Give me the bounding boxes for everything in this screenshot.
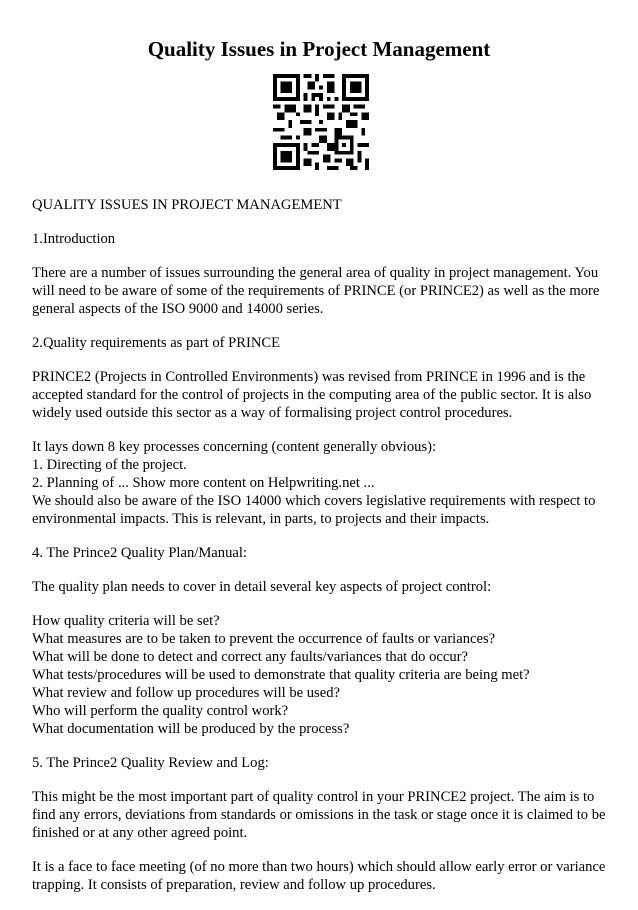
question-item: What will be done to detect and correct any faults/variances that do occur?	[32, 649, 469, 665]
review-line: This might be the most important part of quality control in your PRINCE2 project. The aim is to	[32, 789, 595, 805]
intro-paragraph	[32, 264, 610, 318]
questions-list	[32, 612, 610, 738]
quality-plan-intro: The quality plan needs to cover in detail several key aspects of project control:	[32, 579, 492, 595]
document-title: Quality Issues in Project Management	[147, 37, 491, 61]
prince2-line: PRINCE2 (Projects in Controlled Environments) was revised from PRINCE in 1996 and is the	[32, 369, 586, 385]
prince2-paragraph	[32, 368, 610, 422]
processes-line: environmental impacts. This is relevant, in parts, to projects and their impacts.	[32, 511, 490, 527]
question-item: What tests/procedures will be used to demonstrate that quality criteria are being met?	[32, 667, 530, 683]
intro-line: There are a number of issues surrounding the general area of quality in project management. You	[32, 265, 599, 281]
question-item: What measures are to be taken to prevent the occurrence of faults or variances?	[32, 631, 496, 647]
processes-line: 2. Planning of ... Show more content on Helpwriting.net ...	[32, 475, 375, 491]
prince2-line: widely used outside this sector as a way of formalising project control procedures.	[32, 405, 513, 421]
quality-review-heading: 5. The Prince2 Quality Review and Log:	[32, 755, 269, 771]
review-line: find any errors, deviations from standards or omissions in the task or stage once it is claimed to be	[32, 807, 606, 823]
question-item: How quality criteria will be set?	[32, 613, 220, 629]
quality-requirements-heading: 2.Quality requirements as part of PRINCE	[32, 335, 281, 351]
document-heading: QUALITY ISSUES IN PROJECT MANAGEMENT	[32, 197, 342, 213]
question-item: What documentation will be produced by the process?	[32, 721, 350, 737]
processes-line: We should also be aware of the ISO 14000 which covers legislative requirements with respect to	[32, 493, 596, 509]
quality-plan-heading: 4. The Prince2 Quality Plan/Manual:	[32, 545, 247, 561]
intro-heading: 1.Introduction	[32, 231, 116, 247]
document-body	[32, 196, 610, 910]
review-line: finished or at any other agreed point.	[32, 825, 248, 841]
question-item: Who will perform the quality control work?	[32, 703, 289, 719]
meeting-line: trapping. It consists of preparation, review and follow up procedures.	[32, 877, 436, 893]
quality-review-paragraph	[32, 788, 610, 842]
meeting-line: It is a face to face meeting (of no more than two hours) which should allow early error or variance	[32, 859, 606, 875]
processes-line: 1. Directing of the project.	[32, 457, 187, 473]
prince2-line: accepted standard for the control of projects in the computing area of the public sector. It is also	[32, 387, 592, 403]
intro-line: general aspects of the ISO 9000 and 14000 series.	[32, 301, 324, 317]
processes-paragraph	[32, 438, 610, 528]
processes-line: It lays down 8 key processes concerning (content generally obvious):	[32, 439, 437, 455]
meeting-paragraph	[32, 858, 610, 894]
question-item: What review and follow up procedures will be used?	[32, 685, 340, 701]
intro-line: will need to be aware of some of the requirements of PRINCE (or PRINCE2) as well as the more	[32, 283, 600, 299]
qr-code-icon	[273, 74, 369, 170]
